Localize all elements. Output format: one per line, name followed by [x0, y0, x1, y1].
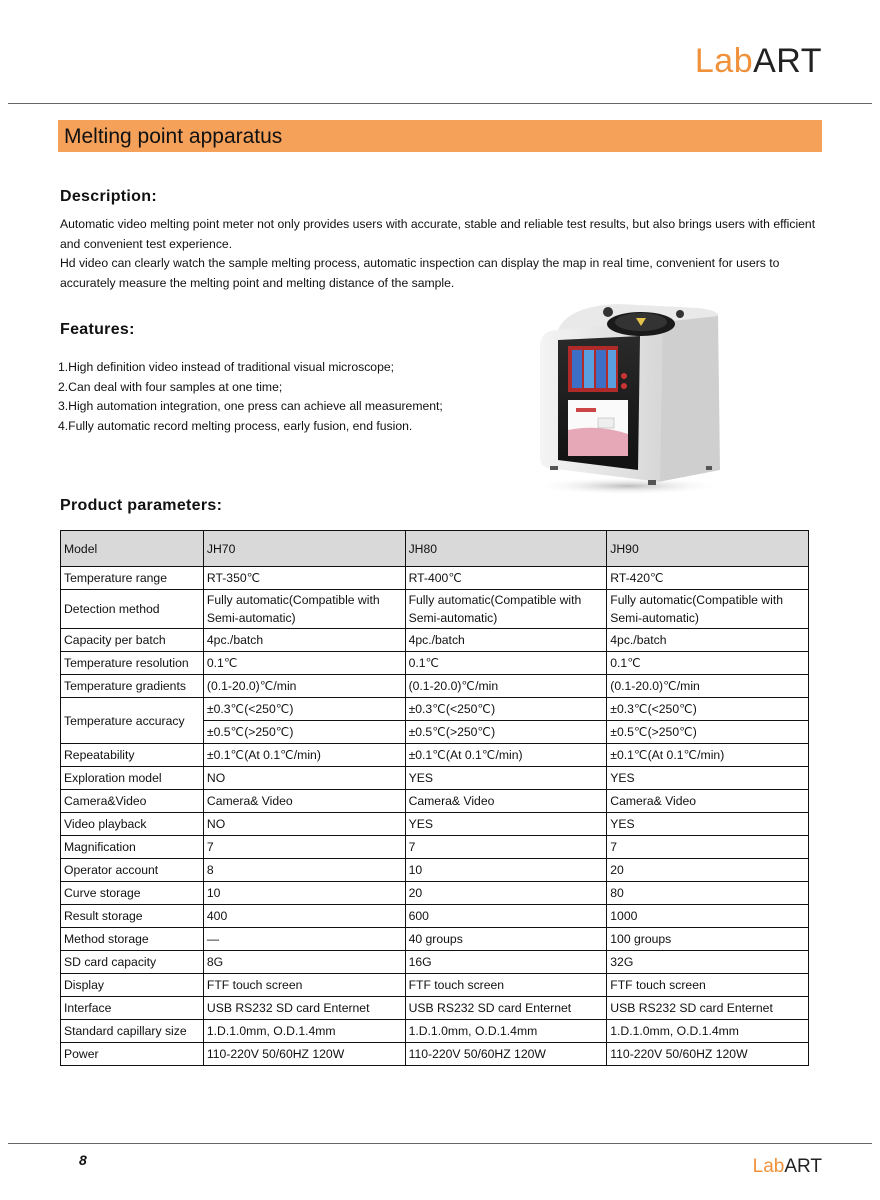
page-number: 8 — [79, 1152, 87, 1168]
param-name: Interface — [61, 997, 204, 1020]
param-value: (0.1-20.0)℃/min — [203, 675, 405, 698]
param-value: 7 — [405, 836, 607, 859]
param-value: 400 — [203, 905, 405, 928]
param-value: Camera& Video — [607, 790, 809, 813]
param-value: 20 — [405, 882, 607, 905]
param-value: Camera& Video — [203, 790, 405, 813]
param-value: USB RS232 SD card Enternet — [405, 997, 607, 1020]
table-header-cell: Model — [61, 531, 204, 567]
table-row — [61, 767, 809, 790]
param-value: 110-220V 50/60HZ 120W — [607, 1043, 809, 1066]
param-name: Magnification — [61, 836, 204, 859]
param-value: 7 — [203, 836, 405, 859]
param-value: Camera& Video — [405, 790, 607, 813]
param-value: 80 — [607, 882, 809, 905]
param-value: RT-420℃ — [607, 567, 809, 590]
param-name: Repeatability — [61, 744, 204, 767]
param-value: YES — [607, 813, 809, 836]
footer-brand-art-text: ART — [784, 1156, 822, 1177]
param-value: Fully automatic(Compatible with Semi-automatic) — [203, 590, 405, 629]
param-value: 10 — [203, 882, 405, 905]
param-name: Temperature gradients — [61, 675, 204, 698]
params-heading: Product parameters: — [60, 497, 223, 514]
table-row — [61, 813, 809, 836]
param-value: ±0.5℃(>250℃) — [607, 721, 809, 744]
table-row — [61, 652, 809, 675]
table-row — [61, 928, 809, 951]
table-row — [61, 675, 809, 698]
param-name: Display — [61, 974, 204, 997]
param-value: 0.1℃ — [607, 652, 809, 675]
table-row — [61, 790, 809, 813]
page-title: Melting point apparatus — [64, 125, 283, 148]
description-heading: Description: — [60, 188, 157, 205]
param-value: 100 groups — [607, 928, 809, 951]
features-heading: Features: — [60, 321, 135, 338]
param-value: NO — [203, 813, 405, 836]
param-value: 32G — [607, 951, 809, 974]
footer-brand-lab-text: Lab — [752, 1156, 785, 1177]
table-row — [61, 974, 809, 997]
table-row — [61, 859, 809, 882]
param-value: 4pc./batch — [405, 629, 607, 652]
param-value: 4pc./batch — [203, 629, 405, 652]
table-row — [61, 997, 809, 1020]
param-name: Video playback — [61, 813, 204, 836]
param-value: 8 — [203, 859, 405, 882]
param-value: 0.1℃ — [405, 652, 607, 675]
table-row — [61, 698, 809, 721]
param-value: ±0.1℃(At 0.1℃/min) — [405, 744, 607, 767]
param-name: Result storage — [61, 905, 204, 928]
table-header-row — [61, 531, 809, 567]
param-value: 600 — [405, 905, 607, 928]
param-value: 1.D.1.0mm, O.D.1.4mm — [203, 1020, 405, 1043]
param-value: (0.1-20.0)℃/min — [405, 675, 607, 698]
param-value: FTF touch screen — [607, 974, 809, 997]
param-value: NO — [203, 767, 405, 790]
param-value: ±0.5℃(>250℃) — [405, 721, 607, 744]
brand-logo — [695, 42, 822, 81]
table-header-cell: JH70 — [203, 531, 405, 567]
param-value: YES — [405, 813, 607, 836]
param-value: ±0.3℃(<250℃) — [203, 698, 405, 721]
param-name: Standard capillary size — [61, 1020, 204, 1043]
param-value: Fully automatic(Compatible with Semi-automatic) — [405, 590, 607, 629]
table-row — [61, 836, 809, 859]
title-banner — [58, 120, 822, 152]
param-value: 40 groups — [405, 928, 607, 951]
param-value: USB RS232 SD card Enternet — [607, 997, 809, 1020]
param-value: — — [203, 928, 405, 951]
param-name: Temperature range — [61, 567, 204, 590]
param-value: Fully automatic(Compatible with Semi-automatic) — [607, 590, 809, 629]
description-paragraph-2: Hd video can clearly watch the sample melting process, automatic inspection can display the map in real time, convenient for users to accurately measure the melting point and melting distance of the sample. — [60, 256, 780, 290]
table-row — [61, 951, 809, 974]
param-value: 1.D.1.0mm, O.D.1.4mm — [607, 1020, 809, 1043]
param-name: Temperature accuracy — [61, 698, 204, 744]
brand-lab-text: Lab — [694, 42, 754, 80]
table-row — [61, 1020, 809, 1043]
param-value: 4pc./batch — [607, 629, 809, 652]
param-value: ±0.1℃(At 0.1℃/min) — [607, 744, 809, 767]
param-name: Camera&Video — [61, 790, 204, 813]
param-value: 1000 — [607, 905, 809, 928]
param-name: Detection method — [61, 590, 204, 629]
header-divider — [8, 103, 872, 104]
table-row — [61, 567, 809, 590]
param-value: 110-220V 50/60HZ 120W — [203, 1043, 405, 1066]
param-value: YES — [405, 767, 607, 790]
param-value: FTF touch screen — [203, 974, 405, 997]
param-value: FTF touch screen — [405, 974, 607, 997]
param-value: 1.D.1.0mm, O.D.1.4mm — [405, 1020, 607, 1043]
params-table — [60, 530, 809, 1066]
table-header-cell: JH80 — [405, 531, 607, 567]
param-value: (0.1-20.0)℃/min — [607, 675, 809, 698]
param-value: YES — [607, 767, 809, 790]
param-value: 10 — [405, 859, 607, 882]
param-value: 16G — [405, 951, 607, 974]
param-value: USB RS232 SD card Enternet — [203, 997, 405, 1020]
table-header-cell: JH90 — [607, 531, 809, 567]
brand-art-text: ART — [753, 42, 822, 80]
device-image — [528, 300, 728, 496]
description-paragraph-1: Automatic video melting point meter not only provides users with accurate, stable and reliable test results, but also brings users with efficient and convenient test experience. — [60, 217, 816, 251]
param-value: ±0.5℃(>250℃) — [203, 721, 405, 744]
feature-item: 4.Fully automatic record melting process, early fusion, end fusion. — [58, 418, 413, 433]
param-value: 0.1℃ — [203, 652, 405, 675]
footer-divider — [8, 1143, 872, 1144]
param-value: RT-400℃ — [405, 567, 607, 590]
param-name: Exploration model — [61, 767, 204, 790]
param-value: ±0.1℃(At 0.1℃/min) — [203, 744, 405, 767]
param-name: Method storage — [61, 928, 204, 951]
feature-item: 3.High automation integration, one press can achieve all measurement; — [58, 399, 443, 413]
footer-brand-logo — [753, 1156, 822, 1178]
table-row — [61, 590, 809, 629]
param-name: Capacity per batch — [61, 629, 204, 652]
param-name: Power — [61, 1043, 204, 1066]
param-value: ±0.3℃(<250℃) — [405, 698, 607, 721]
param-value: 8G — [203, 951, 405, 974]
feature-item: 2.Can deal with four samples at one time; — [58, 379, 283, 394]
table-row — [61, 1043, 809, 1066]
param-name: Temperature resolution — [61, 652, 204, 675]
param-value: 20 — [607, 859, 809, 882]
table-row — [61, 744, 809, 767]
param-value: RT-350℃ — [203, 567, 405, 590]
param-name: SD card capacity — [61, 951, 204, 974]
param-value: ±0.3℃(<250℃) — [607, 698, 809, 721]
table-row — [61, 629, 809, 652]
table-row — [61, 905, 809, 928]
param-name: Operator account — [61, 859, 204, 882]
table-row — [61, 882, 809, 905]
param-value: 7 — [607, 836, 809, 859]
param-value: 110-220V 50/60HZ 120W — [405, 1043, 607, 1066]
features-list — [58, 358, 443, 436]
feature-item: 1.High definition video instead of traditional visual microscope; — [58, 360, 395, 374]
param-name: Curve storage — [61, 882, 204, 905]
